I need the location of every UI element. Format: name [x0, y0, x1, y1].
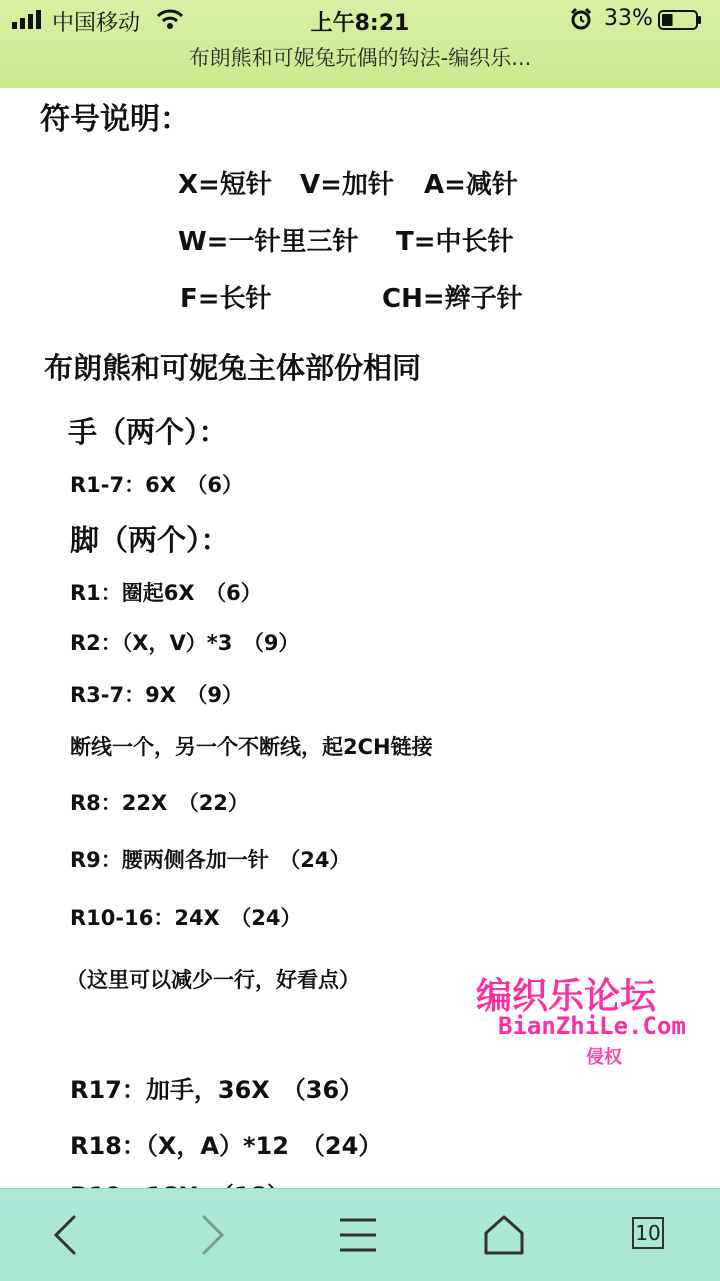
symbol-item: W=一针里三针: [178, 227, 359, 257]
pattern-row: R8：22X （22）: [70, 791, 249, 815]
foot-heading: 脚（两个）：: [70, 523, 230, 557]
symbol-item: F=长针: [180, 284, 272, 314]
symbol-item: CH=辫子针: [382, 284, 523, 314]
hand-heading: 手（两个）：: [68, 415, 228, 449]
watermark-logo: 编织乐论坛: [476, 976, 657, 1017]
watermark-fragment: 侵权: [586, 1047, 622, 1068]
clock: 上午8:21: [310, 11, 410, 36]
status-bar: [0, 0, 720, 40]
carrier-name: 中国移动: [52, 11, 141, 36]
pattern-note: （这里可以减少一行，好看点）: [66, 968, 360, 992]
symbol-item: T=中长针: [396, 227, 514, 257]
pattern-row: 断线一个，另一个不断线，起2CH链接: [70, 735, 433, 759]
browser-toolbar: [0, 1188, 720, 1281]
battery-percent: 33%: [604, 6, 653, 31]
pattern-row: R9：腰两侧各加一针 （24）: [70, 848, 351, 872]
menu-icon[interactable]: [328, 1205, 388, 1265]
chevron-left-icon[interactable]: [36, 1205, 96, 1265]
main-heading: 布朗熊和可妮兔主体部份相同: [44, 351, 422, 385]
pattern-row: R2：（X，V）*3 （9）: [70, 631, 300, 655]
symbol-item: A=减针: [424, 170, 518, 200]
pattern-row: R1-7：6X （6）: [70, 473, 244, 497]
watermark-url: BianZhiLe.Com: [498, 1012, 686, 1040]
home-icon[interactable]: [474, 1205, 534, 1265]
battery-icon: [658, 10, 702, 30]
article-content[interactable]: [0, 88, 720, 1188]
pattern-row: R17：加手，36X （36）: [70, 1076, 364, 1104]
chevron-right-icon[interactable]: [182, 1205, 242, 1265]
top-bar: [0, 0, 720, 88]
pattern-row: R10-16：24X （24）: [70, 906, 302, 930]
symbol-item: X=短针: [178, 170, 272, 200]
symbols-heading: 符号说明：: [40, 102, 190, 137]
pattern-row: R3-7：9X （9）: [70, 683, 244, 707]
alarm-icon: [570, 8, 592, 30]
pattern-row: R1：圈起6X （6）: [70, 581, 262, 605]
symbol-item: V=加针: [300, 170, 394, 200]
tabs-icon[interactable]: 10: [632, 1217, 664, 1249]
pattern-row: R18：（X，A）*12 （24）: [70, 1132, 383, 1160]
page-title: 布朗熊和可妮兔玩偶的钩法-编织乐...: [188, 46, 532, 70]
